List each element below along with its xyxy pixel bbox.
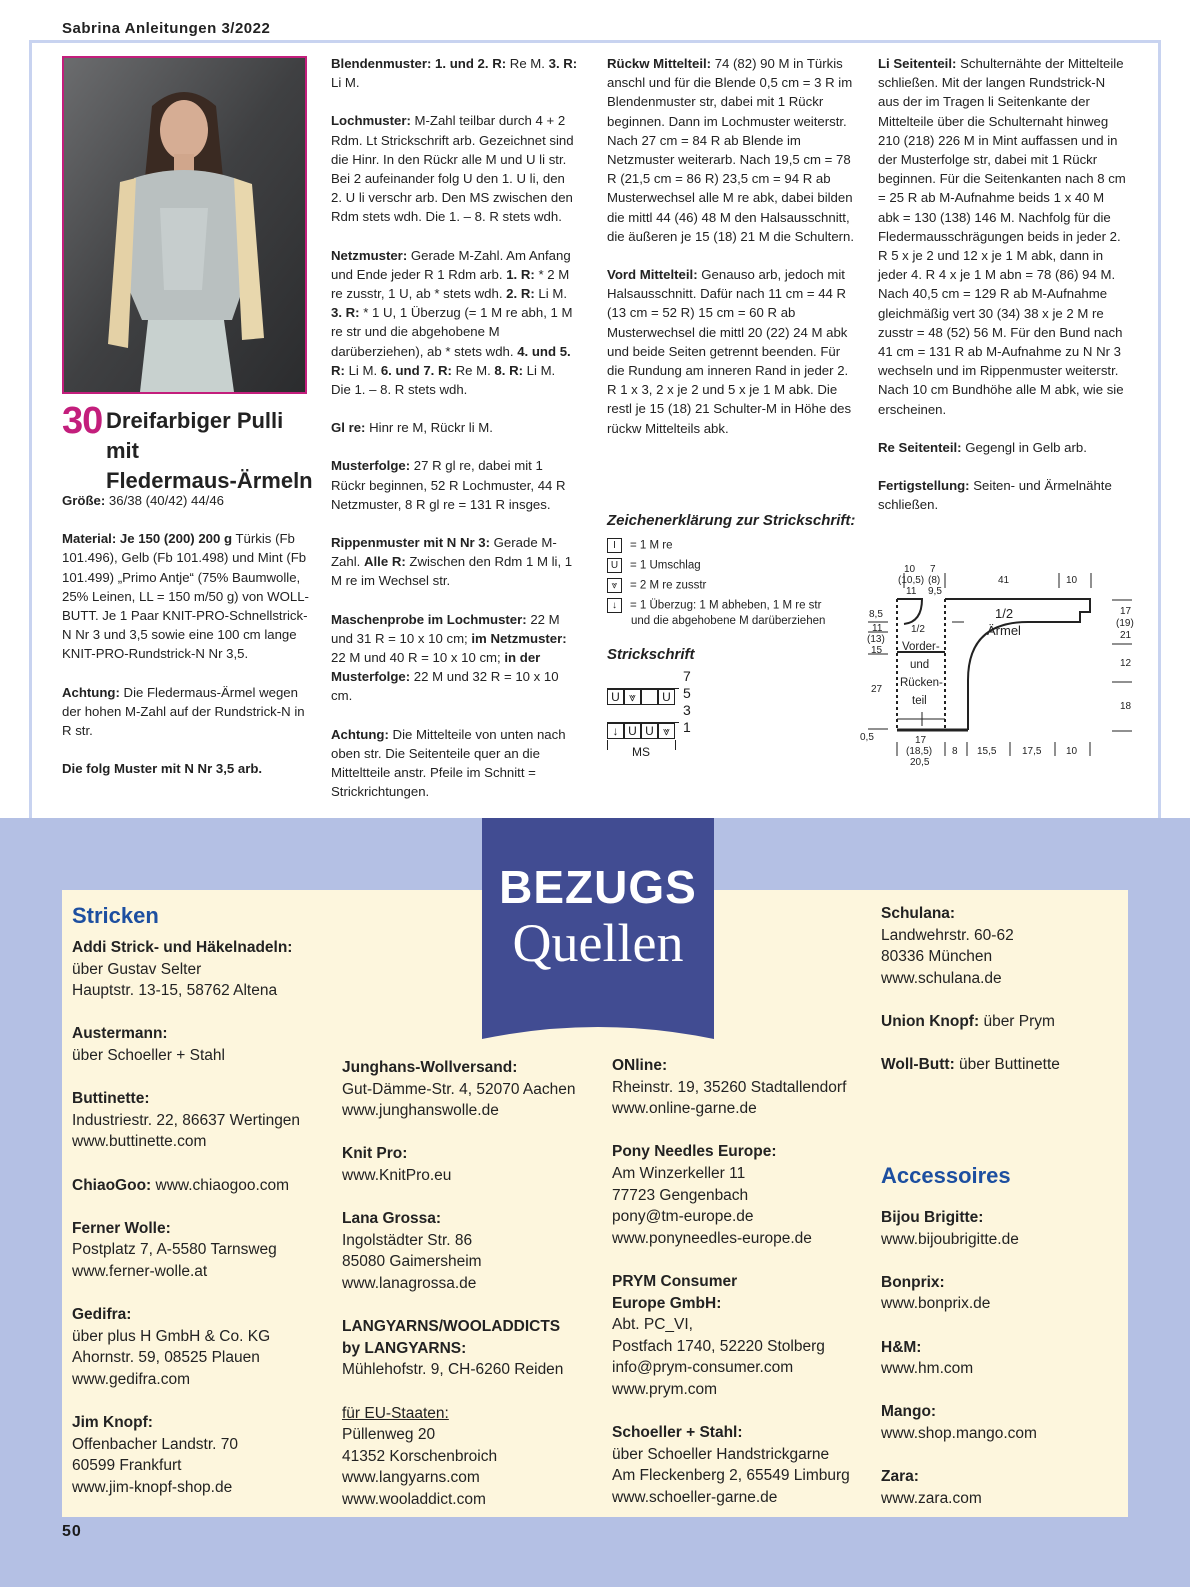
source-entry: Jim Knopf: Offenbacher Landstr. 70 60599 Frankfurt www.jim-knopf-shop.de <box>72 1414 239 1496</box>
finishing-paragraph: Fertigstellung: Seiten- und Ärmelnähte schließen. <box>878 478 1112 513</box>
front-panel-paragraph: Vord Mittelteil: Genauso arb, jedoch mit Halsausschnitt. Dafür nach 11 cm = 44 R (13 cm = 52 R) 15 cm = 60 R ab Musterwechsel die mittl 20 (22) 24 M abk und beide Seiten getrennt beenden. Für die Rundung am inneren Rand in jeder 2. R 1 x 3, 2 x je 2 und 5 x je 1 M abk. Die restl je 15 (18) 21 Schulter-M in Höhe des rückw Mittelteils abk. <box>607 267 852 436</box>
source-entry: Bijou Brigitte: www.bijoubrigitte.de <box>881 1209 1019 1248</box>
dim-label: 11 <box>906 586 917 597</box>
section-accessoires: Accessoires <box>881 1163 1011 1188</box>
part-label: teil <box>912 695 927 707</box>
part-label: und <box>910 659 930 671</box>
sources-column-4 <box>881 903 1121 1097</box>
source-entry: Union Knopf: über Prym <box>881 1012 1055 1030</box>
source-entry: Knit Pro: www.KnitPro.eu <box>342 1145 452 1184</box>
source-entry: Pony Needles Europe: Am Winzerkeller 11 77723 Gengenbach pony@tm-europe.de www.ponyneedles-europe.de <box>612 1143 812 1247</box>
material-paragraph: Material: Je 150 (200) 200 g Türkis (Fb 101.496), Gelb (Fb 101.498) und Mint (Fb 101.499) „Primo Antje“ (75% Baumwolle, 25% Leinen, LL = 150 m/50 g) von WOLL-BUTT. Je 1 Paar KNIT-PRO-Schnellstrick-N Nr 3 und 3,5 sowie eine 100 cm lange KNIT-PRO-Rundstrick-N Nr 3,5. <box>62 531 309 662</box>
pattern-schematic <box>860 560 1150 780</box>
source-entry-eu: für EU-Staaten: Püllenweg 20 41352 Korschenbroich www.langyarns.com www.wooladdict.com <box>342 1404 498 1508</box>
title-line-1: Dreifarbiger Pulli mit <box>106 408 284 463</box>
section-stricken: Stricken <box>72 903 159 928</box>
magazine-header: Sabrina Anleitungen 3/2022 <box>62 20 271 37</box>
dim-label: (19) <box>1116 618 1134 629</box>
sources-column-2 <box>342 1057 602 1532</box>
dim-label: 27 <box>871 684 883 695</box>
grid-cell <box>641 689 658 705</box>
accessoires-column <box>881 1207 1121 1531</box>
blende-paragraph: Blendenmuster: 1. und 2. R: Re M. 3. R: Li M. <box>331 56 578 91</box>
source-entry: Gedifra: über plus H GmbH & Co. KG Ahornstr. 59, 08525 Plauen www.gedifra.com <box>72 1306 271 1388</box>
source-entry: Bonprix: www.bonprix.de <box>881 1273 991 1313</box>
right-side-paragraph: Re Seitenteil: Gegengl in Gelb arb. <box>878 439 1087 455</box>
page-number: 50 <box>62 1523 82 1540</box>
legend-item: U = 1 Umschlag <box>607 558 701 574</box>
dim-label: (10,5) <box>898 575 925 586</box>
dim-label: 17,5 <box>1022 746 1042 757</box>
source-entry: Addi Strick- und Häkelnadeln: über Gustav Selter Hauptstr. 13-15, 58762 Altena <box>72 939 293 1000</box>
direction-paragraph: Achtung: Die Mittelteile von unten nach oben str. Die Seitenteile quer an die Mitteltteile anstr. Pfeile im Schnitt = Strickrichtungen. <box>331 726 566 800</box>
dim-label: 18 <box>1120 701 1132 712</box>
size-paragraph: Größe: 36/38 (40/42) 44/46 <box>62 493 225 508</box>
dim-label: 9,5 <box>928 586 942 597</box>
source-entry: Ferner Wolle: Postplatz 7, A-5580 Tarnsweg www.ferner-wolle.at <box>72 1219 277 1280</box>
back-panel-paragraph: Rückw Mittelteil: 74 (82) 90 M in Türkis anschl und für die Blende 0,5 cm = 3 R im Blendenmuster str, dabei mit 1 Rückr beginnen. Dann im Lochmuster weiterstr. Nach 27 cm = 84 R ab Blende im Netzmuster weiterarb. Nach 19,5 cm = 78 R (21,5 cm = 86 R) 23,5 cm = 94 R ab Musterwechsel alle M re abk, dabei bilden die mittl 44 (46) 48 M den Halsausschnitt, die äußeren je 15 (18) 21 M die Schultern. <box>607 56 855 244</box>
source-entry: Buttinette: Industriestr. 22, 86637 Wertingen www.buttinette.com <box>72 1090 301 1151</box>
grid-cell: U <box>641 723 658 739</box>
dim-label: 20,5 <box>910 757 930 768</box>
dim-label: 17 <box>1120 606 1132 617</box>
grid-cell: U <box>624 723 641 739</box>
dim-label: 10 <box>1066 575 1078 586</box>
dim-label: 15,5 <box>977 746 997 757</box>
dim-label: 10 <box>1066 746 1078 757</box>
source-entry: Austermann: über Schoeller + Stahl <box>72 1025 225 1064</box>
row-number: 1 <box>683 719 691 735</box>
dim-label: 15 <box>871 645 883 656</box>
lochmuster-paragraph: Lochmuster: M-Zahl teilbar durch 4 + 2 Rdm. Lt Strickschrift arb. Gezeichnet sind die Hinr. In den Rückr alle M und U li str. Bei 2 aufeinander folg U den 1. U li, den 2. U li verschr arb. Den MS zwischen den Rdm stets wdh. Die 1. – 8. R stets wdh. <box>331 113 574 225</box>
source-entry: Schulana: Landwehrstr. 60-62 80336 München www.schulana.de <box>881 905 1014 987</box>
left-side-paragraph: Li Seitenteil: Schulternähte der Mittelteile schließen. Mit der langen Rundstrick-N aus der im Tragen li Seitenkante der Mittelteile über die Schulternaht hinweg 210 (218) 226 M in Mint auffassen und in der Musterfolge str, dabei mit 1 Rückr beginnen. Für die Seitenkanten nach 8 cm = 25 R ab M-Aufnahme beids 1 x 40 M abk = 130 (138) 146 M. Nachfolg für die Fledermausschrägungen beids in jeder 2. R 5 x je 2 und 12 x je 1 M abk, dann in jeder 4. R 4 x je 1 M abn = 78 (86) 94 M. Nach 40,5 cm = 129 R ab M-Aufnahme gleichmäßig vert 30 (34) 38 x je 2 M re zusstr = 48 (52) 56 M. Für den Bund nach 41 cm = 131 R ab M-Aufnahme zu N Nr 3 wechseln und im Rippenmuster weiterstr. Nach 10 cm Bundhöhe alle M abk, wie sie erscheinen. <box>878 56 1126 417</box>
dim-label: (8) <box>928 575 941 586</box>
grid-cell: ⩔ <box>624 689 641 705</box>
part-label: 1/2 <box>911 624 925 635</box>
dim-label: 10 <box>904 564 916 575</box>
source-entry: PRYM Consumer Europe GmbH: Abt. PC_VI, Postfach 1740, 52220 Stolberg info@prym-consumer.com www.prym.com <box>612 1272 825 1398</box>
part-label: Ärmel <box>987 623 1021 638</box>
legend-item: I = 1 M re <box>607 538 673 554</box>
title-line-2: Fledermaus-Ärmeln <box>106 468 313 493</box>
dim-label: (13) <box>867 634 885 645</box>
part-label: Rücken- <box>900 677 943 689</box>
dim-label: 17 <box>915 735 927 746</box>
patterns-heading: Die folg Muster mit N Nr 3,5 arb. <box>62 761 263 777</box>
source-entry: ONline: Rheinstr. 19, 35260 Stadtallendorf www.online-garne.de <box>612 1057 847 1118</box>
dim-label: 8,5 <box>869 609 883 620</box>
strickschrift-grid <box>607 668 717 764</box>
sources-column-1 <box>72 937 342 1520</box>
grid-cell: U <box>658 689 675 705</box>
grid-cell: ⩔ <box>658 723 675 739</box>
row-number: 5 <box>683 685 691 701</box>
legend-title: Zeichenerklärung zur Strickschrift: <box>607 512 856 529</box>
grid-cell: U <box>607 689 624 705</box>
column-4 <box>878 54 1128 533</box>
source-entry: Junghans-Wollversand: Gut-Dämme-Str. 4, 52070 Aachen www.junghanswolle.de <box>342 1059 576 1120</box>
dim-label: (18,5) <box>906 746 933 757</box>
dim-label: 7 <box>930 564 936 575</box>
maschenprobe-paragraph: Maschenprobe im Lochmuster: 22 M und 31 R = 10 x 10 cm; im Netzmuster: 22 M und 40 R = 10 x 10 cm; in der Musterfolge: 22 M und 32 R = 10 x 10 cm. <box>331 611 567 704</box>
part-label: 1/2 <box>995 606 1014 621</box>
pattern-title <box>106 406 316 496</box>
source-entry: H&M: www.hm.com <box>881 1338 974 1378</box>
column-1 <box>62 491 310 797</box>
glatt-rechts-paragraph: Gl re: Hinr re M, Rückr li M. <box>331 420 493 436</box>
part-label: Vorder- <box>902 641 940 653</box>
rippenmuster-paragraph: Rippenmuster mit N Nr 3: Gerade M-Zahl. Alle R: Zwischen den Rdm 1 M li, 1 M re im Wechsel str. <box>331 535 573 589</box>
source-entry: Woll-Butt: über Buttinette <box>881 1056 1060 1074</box>
banner-tail <box>482 1019 714 1041</box>
grid-cell: ↓ <box>607 723 624 739</box>
netzmuster-paragraph: Netzmuster: Gerade M-Zahl. Am Anfang und Ende jeder R 1 Rdm arb. 1. R: * 2 M re zusstr, 1 U, ab * stets wdh. 2. R: Li M. 3. R: * 1 U, 1 Überzug (= 1 M re abh, 1 M re str und die abgehobene M darüberziehen), ab * stets wdh. 4. und 5. R: Li M. 6. und 7. R: Re M. 8. R: Li M. Die 1. – 8. R stets wdh. <box>331 247 573 398</box>
sources-column-3 <box>612 1055 872 1530</box>
source-entry: Mango: www.shop.mango.com <box>881 1403 1037 1442</box>
banner-line-1: BEZUGS <box>499 861 697 913</box>
dim-label: 12 <box>1120 658 1132 669</box>
row-number: 7 <box>683 668 691 684</box>
source-entry: ChiaoGoo: www.chiaogoo.com <box>72 1176 290 1194</box>
strickschrift-title: Strickschrift <box>607 646 695 663</box>
ms-label: MS <box>632 745 650 759</box>
legend-item: ⩔ = 2 M re zusstr <box>607 578 706 594</box>
source-entry: LANGYARNS/WOOLADDICTS by LANGYARNS: Mühlehofstr. 9, CH-6260 Reiden <box>342 1318 564 1379</box>
source-entry: Lana Grossa: Ingolstädter Str. 86 85080 Gaimersheim www.lanagrossa.de <box>342 1210 482 1292</box>
row-number: 3 <box>683 702 691 718</box>
source-entry: Zara: www.zara.com <box>881 1468 982 1507</box>
model-photo <box>62 56 307 394</box>
pattern-number: 30 <box>62 400 103 442</box>
dim-label: 11 <box>872 623 883 634</box>
source-entry: Schoeller + Stahl: über Schoeller Handstrickgarne Am Fleckenberg 2, 65549 Limburg www.schoeller-garne.de <box>612 1424 850 1506</box>
legend-item: ↓ = 1 Überzug: 1 M abheben, 1 M re str <box>607 598 821 614</box>
legend-item-continued: und die abgehobene M darüberziehen <box>631 615 826 627</box>
column-2 <box>331 54 578 821</box>
dim-label: 21 <box>1120 630 1132 641</box>
warning-paragraph: Achtung: Die Fledermaus-Ärmel wegen der hohen M-Zahl auf der Rundstrick-N in R str. <box>62 684 305 739</box>
dim-label: 41 <box>998 575 1010 586</box>
musterfolge-paragraph: Musterfolge: 27 R gl re, dabei mit 1 Rückr beginnen, 52 R Lochmuster, 44 R Netzmuster, 8 R gl re = 131 R insges. <box>331 458 566 512</box>
banner-line-2: Quellen <box>512 913 684 973</box>
dim-label: 0,5 <box>860 732 874 743</box>
column-3 <box>607 54 855 457</box>
dim-label: 8 <box>952 746 958 757</box>
